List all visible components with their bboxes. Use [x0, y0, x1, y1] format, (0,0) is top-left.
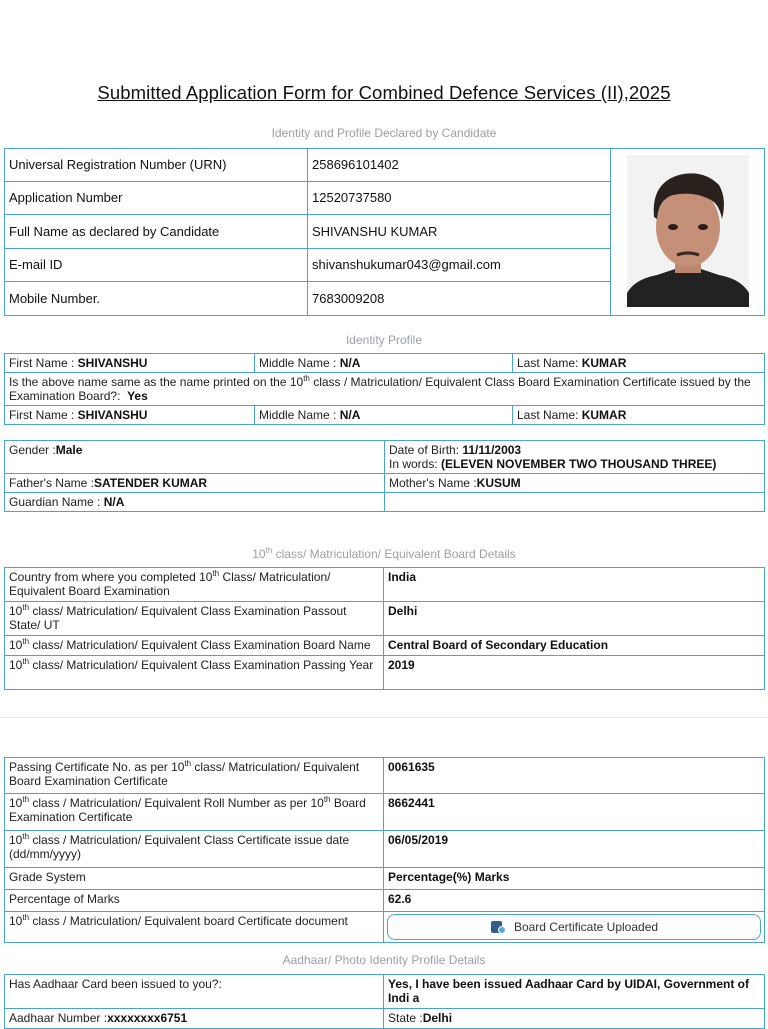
- guardian-cell: Guardian Name : N/A: [5, 493, 385, 512]
- middle-name-value: N/A: [339, 356, 361, 370]
- first-name-cell-2: First Name : SHIVANSHU: [5, 406, 255, 425]
- aadhaar-issued-value: Yes, I have been issued Aadhaar Card by UIDAI, Government of Indi a: [384, 975, 765, 1009]
- full-name-label: Full Name as declared by Candidate: [5, 215, 308, 249]
- candidate-photo: [627, 155, 749, 307]
- mother-value: KUSUM: [476, 476, 521, 490]
- certificate-number-value: 0061635: [384, 758, 765, 794]
- page-title: Submitted Application Form for Combined Defence Services (II),2025: [97, 82, 671, 103]
- passout-state-value: Delhi: [384, 602, 765, 636]
- email-value: shivanshukumar043@gmail.com: [308, 249, 611, 282]
- first-name-value: SHIVANSHU: [77, 356, 148, 370]
- gender-value: Male: [55, 443, 83, 457]
- board-certificate-uploaded-button[interactable]: [387, 914, 761, 940]
- document-icon: [490, 920, 506, 934]
- passout-state-label: 10th class/ Matriculation/ Equivalent Class Examination Passout State/ UT: [5, 602, 384, 636]
- last-name-cell: Last Name: KUMAR: [513, 354, 765, 373]
- photo-cell: [611, 149, 765, 316]
- board-certificate-uploaded-label: Board Certificate Uploaded: [513, 920, 659, 934]
- board-value: Central Board of Secondary Education: [384, 636, 765, 656]
- page-divider: [0, 717, 768, 718]
- issue-date-label: 10th class / Matriculation/ Equivalent Class Certificate issue date (dd/mm/yyyy): [5, 831, 384, 868]
- name-match-answer: Yes: [127, 389, 148, 403]
- aadhaar-number-cell: Aadhaar Number :xxxxxxxx6751: [5, 1009, 384, 1029]
- roll-number-value: 8662441: [384, 794, 765, 831]
- guardian-value: N/A: [103, 495, 125, 509]
- last-name-value: KUMAR: [581, 356, 627, 370]
- mobile-value: 7683009208: [308, 282, 611, 316]
- urn-value: 258696101402: [308, 149, 611, 182]
- gender-cell: Gender :Male: [5, 441, 385, 474]
- certificate-number-label: Passing Certificate No. as per 10th class/ Matriculation/ Equivalent Board Examination Certificate: [5, 758, 384, 794]
- aadhaar-number-value: xxxxxxxx6751: [107, 1011, 188, 1025]
- passing-year-value: 2019: [384, 656, 765, 690]
- mother-cell: Mother's Name :KUSUM: [385, 474, 765, 493]
- middle-name-cell-2: Middle Name : N/A: [255, 406, 513, 425]
- application-number-label: Application Number: [5, 182, 308, 215]
- middle-name-cell: Middle Name : N/A: [255, 354, 513, 373]
- grade-system-value: Percentage(%) Marks: [384, 868, 765, 890]
- section-identity-profile: Identity Profile: [345, 333, 423, 347]
- roll-number-label: 10th class / Matriculation/ Equivalent Roll Number as per 10th Board Examination Certificate: [5, 794, 384, 831]
- percentage-value: 62.6: [384, 890, 765, 912]
- father-value: SATENDER KUMAR: [93, 476, 208, 490]
- country-label: Country from where you completed 10th Class/ Matriculation/ Equivalent Board Examination: [5, 568, 384, 602]
- urn-label: Universal Registration Number (URN): [5, 149, 308, 182]
- empty-cell: [385, 493, 765, 512]
- grade-system-label: Grade System: [5, 868, 384, 890]
- dob-cell: Date of Birth: 11/11/2003 In words: (ELEVEN NOVEMBER TWO THOUSAND THREE): [385, 441, 765, 474]
- section-aadhaar: Aadhaar/ Photo Identity Profile Details: [282, 953, 486, 967]
- percentage-label: Percentage of Marks: [5, 890, 384, 912]
- aadhaar-state-cell: State :Delhi: [384, 1009, 765, 1029]
- certificate-document-label: 10th class / Matriculation/ Equivalent board Certificate document: [5, 912, 384, 943]
- mobile-label: Mobile Number.: [5, 282, 308, 316]
- board-label: 10th class/ Matriculation/ Equivalent Class Examination Board Name: [5, 636, 384, 656]
- full-name-value: SHIVANSHU KUMAR: [308, 215, 611, 249]
- email-label: E-mail ID: [5, 249, 308, 282]
- application-number-value: 12520737580: [308, 182, 611, 215]
- name-table: [4, 353, 765, 425]
- certificate-document-cell: [384, 912, 765, 943]
- country-value: India: [384, 568, 765, 602]
- certificate-table: [4, 757, 765, 943]
- aadhaar-state-value: Delhi: [422, 1011, 453, 1025]
- candidate-table: [4, 148, 765, 316]
- name-match-question: Is the above name same as the name printed on the 10th class / Matriculation/ Equivalent Class Board Examination Certificate issued by the Examination Board?: Yes: [5, 373, 765, 406]
- passing-year-label: 10th class/ Matriculation/ Equivalent Class Examination Passing Year: [5, 656, 384, 690]
- dob-words: (ELEVEN NOVEMBER TWO THOUSAND THREE): [441, 457, 717, 471]
- aadhaar-issued-label: Has Aadhaar Card been issued to you?:: [5, 975, 384, 1009]
- father-cell: Father's Name :SATENDER KUMAR: [5, 474, 385, 493]
- first-name-cell: First Name : SHIVANSHU: [5, 354, 255, 373]
- issue-date-value: 06/05/2019: [384, 831, 765, 868]
- last-name-cell-2: Last Name: KUMAR: [513, 406, 765, 425]
- personal-table: [4, 440, 765, 512]
- dob-value: 11/11/2003: [462, 443, 522, 457]
- section-identity-declared: Identity and Profile Declared by Candidate: [271, 126, 497, 140]
- matric-table: [4, 567, 765, 690]
- aadhaar-table: [4, 974, 765, 1029]
- section-matric: 10th class/ Matriculation/ Equivalent Board Details: [252, 546, 516, 561]
